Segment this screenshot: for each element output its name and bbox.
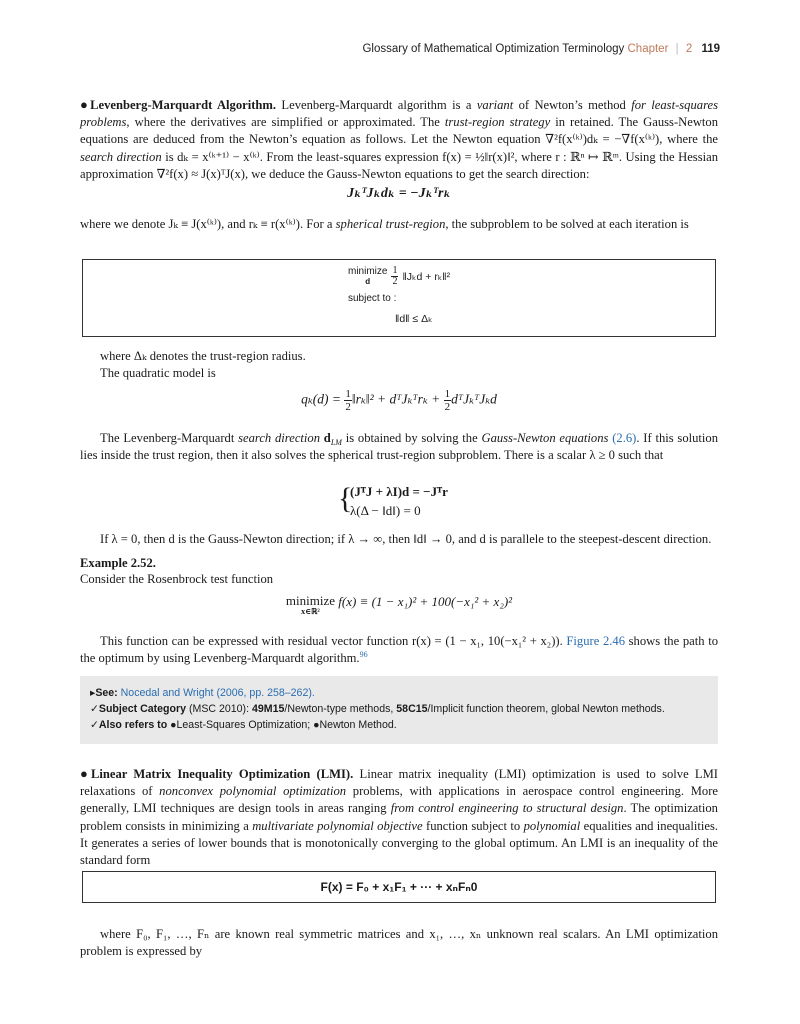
equation-quadratic-model bbox=[80, 388, 718, 413]
eq-part: ‖rₖ‖² + dᵀJₖᵀrₖ + bbox=[351, 391, 444, 407]
subproblem-box bbox=[82, 259, 716, 337]
text: The Levenberg-Marquardt bbox=[100, 431, 239, 445]
emph: spherical trust-region bbox=[335, 217, 446, 231]
emph: polynomial bbox=[523, 818, 581, 833]
frac-num: 1 bbox=[444, 388, 451, 400]
emph: variant bbox=[476, 98, 514, 112]
emph: search direction bbox=[238, 431, 321, 445]
eq-part: dᵀJₖᵀJₖd bbox=[451, 391, 497, 407]
text: is obtained by solving the bbox=[341, 431, 482, 445]
subscript: LM bbox=[330, 438, 342, 447]
text: of Newton’s method bbox=[513, 98, 632, 112]
frac-den: 2 bbox=[345, 401, 351, 413]
lmi-paragraph-2 bbox=[80, 926, 718, 960]
lm-paragraph-7 bbox=[80, 633, 718, 667]
bullet-icon: ● bbox=[80, 97, 91, 112]
emph: from control engineering to structural design bbox=[390, 801, 624, 816]
text: . If this solution lies inside the trust region, then it also solves the spherical trust-region subproblem. There is a scalar λ ≥ 0 such that bbox=[80, 431, 719, 463]
header-separator: | bbox=[675, 43, 679, 55]
subject-label: ✓Subject Category bbox=[90, 703, 187, 715]
equation-system bbox=[338, 482, 448, 520]
figure-ref-link[interactable]: Figure 2.46 bbox=[566, 634, 625, 648]
objective-expression: ‖Jₖd + rₖ‖² bbox=[402, 271, 451, 284]
subject-category-line bbox=[90, 701, 708, 717]
minimize-subscript: d bbox=[365, 276, 371, 286]
lm-paragraph-1 bbox=[80, 96, 718, 183]
equation-gauss-newton: JₖᵀJₖdₖ = −Jₖᵀrₖ bbox=[347, 186, 451, 201]
example-intro: Consider the Rosenbrock test function bbox=[80, 572, 274, 586]
equation-ref-link[interactable]: (2.6) bbox=[612, 431, 637, 445]
text: problems, with applications in aerospace control engineering. More generally, LMI techniques are design tools in areas ranging bbox=[80, 784, 718, 816]
see-line bbox=[90, 685, 708, 701]
system-line-1: (JᵀJ + λI)d = −Jᵀr bbox=[350, 484, 448, 499]
emph: Gauss-Newton equations bbox=[481, 431, 609, 445]
header-title: Glossary of Mathematical Optimization Terminology bbox=[362, 43, 625, 55]
minimize-label: minimize bbox=[348, 265, 388, 277]
eq-part: qₖ(d) = bbox=[301, 391, 345, 407]
lm-paragraph-2 bbox=[80, 216, 718, 233]
fraction-half bbox=[391, 266, 398, 287]
text: Linear matrix inequality (LMI) optimization is used to solve LMI relaxations of bbox=[80, 767, 718, 799]
frac-num: 1 bbox=[392, 265, 398, 276]
see-also-box bbox=[80, 676, 718, 744]
frac-num: 1 bbox=[345, 388, 351, 400]
see-reference-link[interactable]: Nocedal and Wright (2006, pp. 258–262). bbox=[120, 687, 315, 699]
lm-paragraph-6: If λ = 0, then d is the Gauss-Newton direction; if λ → ∞, then ‖d‖ → 0, and d is parallele to the steepest-descent direction. bbox=[100, 532, 712, 546]
running-header bbox=[362, 43, 720, 55]
equation-rosenbrock bbox=[80, 594, 718, 616]
frac-den: 2 bbox=[392, 276, 398, 287]
text: This function can be expressed with residual vector function r(x) = (1 − x₁, 10(−x₁² + x₂)). bbox=[100, 634, 567, 648]
header-chapter-label: Chapter bbox=[627, 43, 669, 55]
frac-den: 2 bbox=[444, 401, 451, 413]
text: equalities and inequalities. It generates a series of lower bounds that is monotonically converging to the global optimum. An LMI is an inequality of the standard form bbox=[80, 818, 719, 868]
entry-term-lm: Levenberg-Marquardt Algorithm. bbox=[90, 98, 277, 112]
emph: search direction bbox=[80, 149, 162, 164]
text: . The optimization problem consists in minimizing a bbox=[80, 801, 718, 833]
constraint-expression: ‖d‖ ≤ Δₖ bbox=[395, 313, 433, 325]
msc-code: 58C15 bbox=[396, 703, 428, 715]
text: , where the derivatives are simplified or approximated. The bbox=[126, 115, 445, 130]
text: is dₖ = x⁽ᵏ⁺¹⁾ − x⁽ᵏ⁾. From the least-squares expression f(x) = ½‖r(x)‖², where r : ℝⁿ ↦ ℝᵐ. Using the Hessian approximation ∇²f(x) ≈ J(x)ᵀJ(x), we deduce the Gauss-Newton equations to get the search direction: bbox=[80, 149, 718, 181]
system-line-2: λ(Δ − ‖d‖) = 0 bbox=[350, 503, 421, 518]
fraction-half bbox=[344, 388, 352, 413]
text: where we denote Jₖ ≡ J(x⁽ᵏ⁾), and rₖ ≡ r(x⁽ᵏ⁾). For a bbox=[80, 217, 336, 231]
lmi-standard-form: F(x) = F₀ + x₁F₁ + ··· + xₙFₙ0 bbox=[320, 880, 478, 894]
text: shows the path to the optimum by using Levenberg-Marquardt algorithm. bbox=[80, 634, 718, 666]
text: /Implicit function theorem, global Newton methods. bbox=[427, 703, 665, 715]
also-label: ✓Also refers to bbox=[90, 719, 168, 731]
minimize-label: minimize bbox=[285, 593, 336, 608]
subproblem-objective bbox=[348, 266, 450, 287]
text: d bbox=[320, 431, 331, 445]
also-refers-line bbox=[90, 717, 708, 733]
text: where F₀, F₁, …, Fₙ are known real symmetric matrices and x₁, …, xₙ unknown real scalars. An LMI optimization problem is expressed by bbox=[80, 927, 718, 959]
example-title: Example 2.52. bbox=[80, 556, 156, 570]
left-brace: { bbox=[338, 482, 353, 515]
lm-paragraph-4: The quadratic model is bbox=[100, 366, 216, 380]
subject-to-label: subject to : bbox=[348, 293, 397, 304]
rosenbrock-expression: f(x) ≡ (1 − x₁)² + 100(−x₁² + x₂)² bbox=[335, 594, 513, 609]
emph: trust-region strategy bbox=[444, 115, 551, 130]
text: ●Least-Squares Optimization; ●Newton Method. bbox=[170, 719, 397, 731]
text: in retained. The Gauss-Newton equations are deduced from the Newton’s equation as follows. Let the Newton equation ∇²f(x⁽ᵏ⁾)dₖ = −∇f(x⁽ᵏ⁾), where the bbox=[80, 115, 719, 147]
emph: multivariate polynomial objective bbox=[252, 818, 423, 833]
lm-paragraph-3: where Δₖ denotes the trust-region radius. bbox=[100, 349, 306, 363]
page-number: 119 bbox=[701, 43, 720, 55]
emph: nonconvex polynomial optimization bbox=[159, 784, 347, 799]
entry-term-lmi: Linear Matrix Inequality Optimization (LMI). bbox=[90, 767, 354, 781]
header-chapter-number: 2 bbox=[685, 43, 693, 55]
text: Levenberg-Marquardt algorithm is a bbox=[276, 98, 477, 112]
minimize-subscript: x∈ℝ² bbox=[301, 607, 320, 616]
emph: for least-squares problems bbox=[80, 98, 718, 130]
footnote-marker[interactable]: 96 bbox=[359, 650, 368, 660]
lm-paragraph-5 bbox=[80, 430, 718, 464]
msc-code: 49M15 bbox=[251, 703, 285, 715]
bullet-icon: ● bbox=[80, 766, 91, 781]
lmi-standard-form-box bbox=[82, 871, 716, 903]
lmi-paragraph-1 bbox=[80, 765, 718, 869]
text: (MSC 2010): bbox=[188, 703, 250, 715]
text: function subject to bbox=[422, 818, 524, 833]
text: /Newton-type methods, bbox=[284, 703, 394, 715]
text: , the subproblem to be solved at each iteration is bbox=[445, 217, 689, 231]
see-label: ▸See: bbox=[90, 687, 118, 699]
